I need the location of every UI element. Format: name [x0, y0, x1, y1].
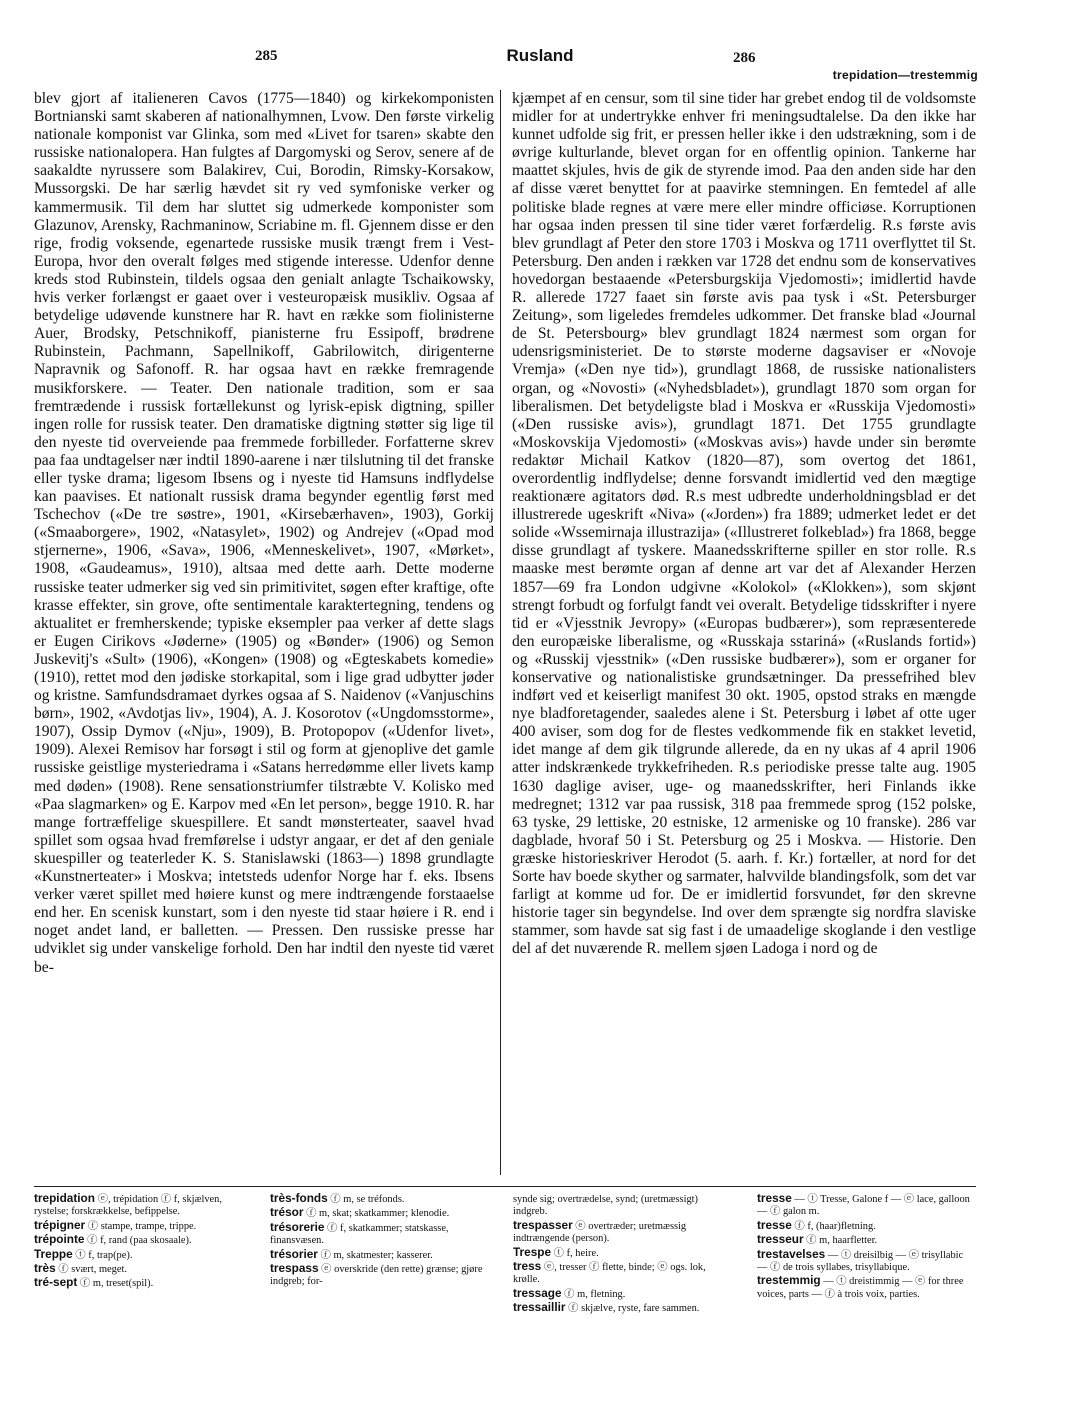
dictionary-column-3 [513, 1192, 733, 1342]
dict-entry: trésorerie ⓕ f, skatkammer; statskasse, finansvæsen. [270, 1219, 449, 1247]
dict-entry: tré-sept ⓕ m, treset(spil). [34, 1275, 154, 1290]
dict-entry: tressage ⓕ m, fletning. [513, 1285, 626, 1300]
footer-divider [34, 1186, 976, 1187]
dict-entry: tressaillir ⓕ skjælve, ryste, fare sammen. [513, 1300, 700, 1315]
dictionary-column-4 [757, 1192, 976, 1342]
dict-entry: trépigner ⓕ stampe, trampe, trippe. [34, 1217, 197, 1232]
column-divider [500, 90, 501, 1175]
left-column-text: blev gjort af italieneren Cavos (1775—1840) og kirkekomponisten Bortnianski samt skaberen af nationalhymnen, Lvow. Den første virkelig nationale komponist var Glinka, som med «Livet for tsaren» skabte den russiske nationalopera. Han fulgtes af Dargomyski og Serov, senere af de saakaldte nyrussere som Balakirev, Cui, Borodin, Rimsky-Korsakow, Mussorgski. De har særlig hævdet sit ry ved symfoniske verker og kammermusik. Til dem har sluttet sig udmerkede komponister som Glazunov, Arensky, Rachmaninow, Scriabine m. fl. Gjennem disse er den rige, frodig voksende, egenartede russiske musik trængt frem i Vest-Europa, hvor den overalt følges med stigende interesse. Udenfor denne kreds stod Rubinstein, tildels ogsaa den genialt anlagte Tschaikowsky, hvis verker forlængst er gaaet over i vesteuropæisk musikliv. Ogsaa af betydelige udøvende kunstnere har R. havt en række som fiolinisterne Auer, Brodsky, Petschnikoff, pianisterne fru Essipoff, brødrene Rubinstein, Pachmann, Sapellnikoff, Gabrilowitch, dirigenterne Napravnik og Safonoff. R. har ogsaa havt en række fremragende musikforskere. — Teater. Den nationale tradition, som er saa fremtrædende i russisk fortællekunst og lyrisk-episk digtning, spiller ingen rolle for russisk teater. Den dramatiske digtning støtter sig lige til den nyeste tid overveiende paa fremmede forbilleder. Forfatterne skrev paa faa undtagelser nær indtil 1890-aarene i nær tilslutning til det franske eller tyske drama; ligesom Ibsens og i nyeste tid Hamsuns indflydelse kan paavises. Et nationalt russisk drama begynder egentlig først med Tschechov («De tre søstre», 1901, «Kirsebærhaven», 1903), Gorkij («Smaaborgere», 1902, «Natasylet», 1902) og Andrejev («Opad mod stjernerne», 1906, «Sava», 1906, «Menneskelivet», 1907, «Mørket», 1908, «Gaudeamus», 1910), altsaa med dette aarh. Dette moderne russiske teater udmerker sig ved sin primitivitet, søgen efter kraftige, ofte krasse effekter, sin grove, ofte sentimentale karaktertegning, tendens og aktualitet er fremherskende; typiske eksempler paa verker af dette slags er Eugen Cirikovs «Jøderne» (1905) og «Bønder» (1906) og Semon Juskevitj's «Sult» (1906), «Kongen» (1908) og «Egteskabets komedie» (1910), rettet mod den jødiske storkapital, som i lige grad udbytter jøder og kristne. Samfundsdramaet dyrkes ogsaa af S. Naidenov («Vanjuschins børn», 1902, «Avdotjas liv», 1904), A. J. Kosorotov («Ungdomsstorme», 1907), Ossip Dymov («Nju», 1909), B. Protopopov («Udenfor livet», 1909). Alexei Remisov har forsøgt i stil og form at gjenoplive det gamle russiske geistlige mysteriedrama i «Satans herredømme eller livets kamp med døden» (1908). Rene sensationstriumfer tilstræbte V. Kolisko med «Paa slagmarken» og E. Karpov med «En let person», begge 1910. R. har mange fortræffelige skuespillere. Et sandt mønsterteater, saavel hvad spillet som ogsaa hvad fremførelse i udstyr angaar, er det af den geniale skuespiller og teaterleder K. S. Stanislawski (1863—) 1898 grundlagte «Kunstnerteater» i Moskva; intetsteds udenfor Norge har f. eks. Ibsens verker været spillet med høiere kunst og mere indtrængende forstaaelse end her. En scenisk kunstart, som i den nyeste tid staar høiere i R. end i noget andet land, er balletten. — Pressen. Den russiske presse har udviklet sig under vanskelige forhold. Den har indtil den nyeste tid været be- [34, 90, 494, 976]
dict-entry: trespass ⓔ overskride (den rette) grænse; gjøre indgreb; for- [270, 1261, 483, 1288]
dictionary-range: trepidation—trestemmig [832, 68, 978, 82]
dict-entry: Trespe ⓣ f, heire. [513, 1244, 599, 1259]
dict-entry: très-fonds ⓕ m, se tréfonds. [270, 1192, 405, 1205]
page-number-right: 286 [733, 50, 756, 66]
dict-entry: trespasser ⓔ overtræder; uretmæssig indtrængende (person). [513, 1217, 687, 1245]
dict-entry: tresse — ⓣ Tresse, Galone f — ⓔ lace, galloon — ⓕ galon m. [757, 1192, 970, 1218]
dict-entry: trepidation ⓔ, trépidation ⓕ f, skjælven, rystelse; forskrækkelse, befippelse. [34, 1192, 222, 1218]
right-column-text: kjæmpet af en censur, som til sine tider har grebet endog til de voldsomste midler for at undertrykke enhver fri meningsudtalelse. Da den ikke har kunnet udfolde sig frit, er pressen heller ikke i den udstrækning, som i de øvrige kulturlande, blevet organ for en offentlig opinion. Tankerne har maattet skjules, hvis de gik de styrende imod. Paa den anden side har den af disse været benyttet for at paavirke stemningen. En femtedel af alle politiske blade regnes at være mere eller mindre officiøse. Korruptionen har ogsaa inden pressen til sine tider været forfærdelig. R.s første avis blev grundlagt af Peter den store 1703 i Moskva og 1711 overflyttet til St. Petersburg. Den anden i rækken var 1728 det endnu som de konservatives hovedorgan bestaaende «Petersburgskija Vjedomosti»; imidlertid havde R. allerede 1727 faaet sin første avis paa tysk i «St. Petersburger Zeitung», som ligeledes fremdeles udkommer. Det franske blad «Journal de St. Petersbourg» blev grundlagt 1824 nærmest som organ for udensrigsministeriet. De to største moderne dagsaviser er «Novoje Vremja» («Den nye tid»), grundlagt 1868, de russiske nationalisters organ, og «Novosti» («Nyhedsbladet»), grundlagt 1870 som organ for liberalismen. Det betydeligste blad i Moskva er «Russkija Vjedomosti» («Den russiske avis»), grundlagt 1871. Det 1755 grundlagte «Moskovskija Vjedomosti» («Moskvas avis») havde under sin berømte redaktør Michail Katkov (1820—87), som overtog det 1861, overordentlig indflydelse; denne forsvandt imidlertid ved den mægtige reaktionære agitators død. R.s mest udbredte underholdningsblad er det illustrerede ugeskrift «Niva» («Jorden») fra 1889; udmerket ledet er det solide «Wssemirnaja illustrazija» («Illustreret folkeblad») fra 1868, begge disse grundlagt af tyskere. Maanedsskrifterne spiller en stor rolle. R.s maaske mest berømte organ af denne art var det af Alexander Herzen 1857—69 fra London udgivne «Kolokol» («Klokken»), som skjønt strengt forbudt og forfulgt fandt vei overalt. Betydelige tidsskrifter i nyere tid er «Vjesstnik Jevropy» («Europas budbærer»), som repræsenterede den europæiske liberalisme, og «Russkaja sstariná» («Ruslands fortid») og «Russkij vjesstnik» («Den russiske budbærer»), som er organer for konservative og nationalistiske grundsætninger. Da pressefrihed blev indført ved et keiserligt manifest 30 okt. 1905, opstod straks en mængde nye bladforetagender, saaledes alene i St. Petersburg i løbet af otte uger 400 aviser, som dog for de flestes vedkommende fik en stakket levetid, idet mange af dem gik tilgrunde allerede, da en ny ukas af 4 april 1906 atter indskrænkede trykkefriheden. R.s periodiske presse talte aug. 1905 1630 daglige aviser, uge- og maanedsskrifter, heri Finlands ikke medregnet; 1312 var paa russisk, 318 paa fremmede sprog (152 polske, 63 tyske, 29 lettiske, 20 estniske, 12 armeniske og 10 franske). 286 var dagblade, hvoraf 50 i St. Petersburg og 25 i Moskva. — Historie. Den græske historieskriver Herodot (5. aarh. f. Kr.) fortæller, at nord for det Sorte hav boede skyther og sarmater, halvvilde blandingsfolk, som det var farligt at komme ud for. De er imidlertid forsvundet, før den skrevne historie tager sin begyndelse. Ind over dem sprængte sig nordfra slaviske stammer, som havde sat sig fast i de umaadelige skoglande i den vestlige del af det nuværende R. mellem sjøen Ladoga i nord og de [512, 90, 976, 958]
dict-entry: trépointe ⓕ f, rand (paa skosaale). [34, 1232, 192, 1247]
dict-entry: trésorier ⓕ m, skatmester; kasserer. [270, 1246, 433, 1261]
dictionary-column-1 [34, 1192, 250, 1342]
dict-entry: très ⓕ svært, meget. [34, 1261, 127, 1276]
dict-entry: synde sig; overtrædelse, synd; (uretmæssigt) indgreb. [513, 1194, 698, 1218]
left-column [34, 90, 494, 1175]
dictionary-column-2 [270, 1192, 492, 1342]
dict-entry: Treppe ⓣ f, trap(pe). [34, 1246, 133, 1261]
dict-entry: tress ⓔ, tresser ⓕ flette, binde; ⓔ ogs. lok, krølle. [513, 1259, 706, 1286]
page-title: Rusland [506, 46, 574, 65]
dict-entry: trestemmig — ⓣ dreistimmig — ⓔ for three voices, parts — ⓕ à trois voix, parties. [757, 1273, 964, 1300]
page-number-left: 285 [255, 48, 278, 64]
right-column [512, 90, 976, 1175]
dict-entry: trestavelses — ⓣ dreisilbig — ⓔ trisyllabic — ⓕ de trois syllabes, trisyllabique. [757, 1246, 964, 1274]
dict-entry: tresseur ⓕ m, haarfletter. [757, 1232, 878, 1247]
dict-entry: tresse ⓕ f, (haar)fletning. [757, 1217, 876, 1232]
dict-entry: trésor ⓕ m, skat; skatkammer; klenodie. [270, 1205, 450, 1220]
